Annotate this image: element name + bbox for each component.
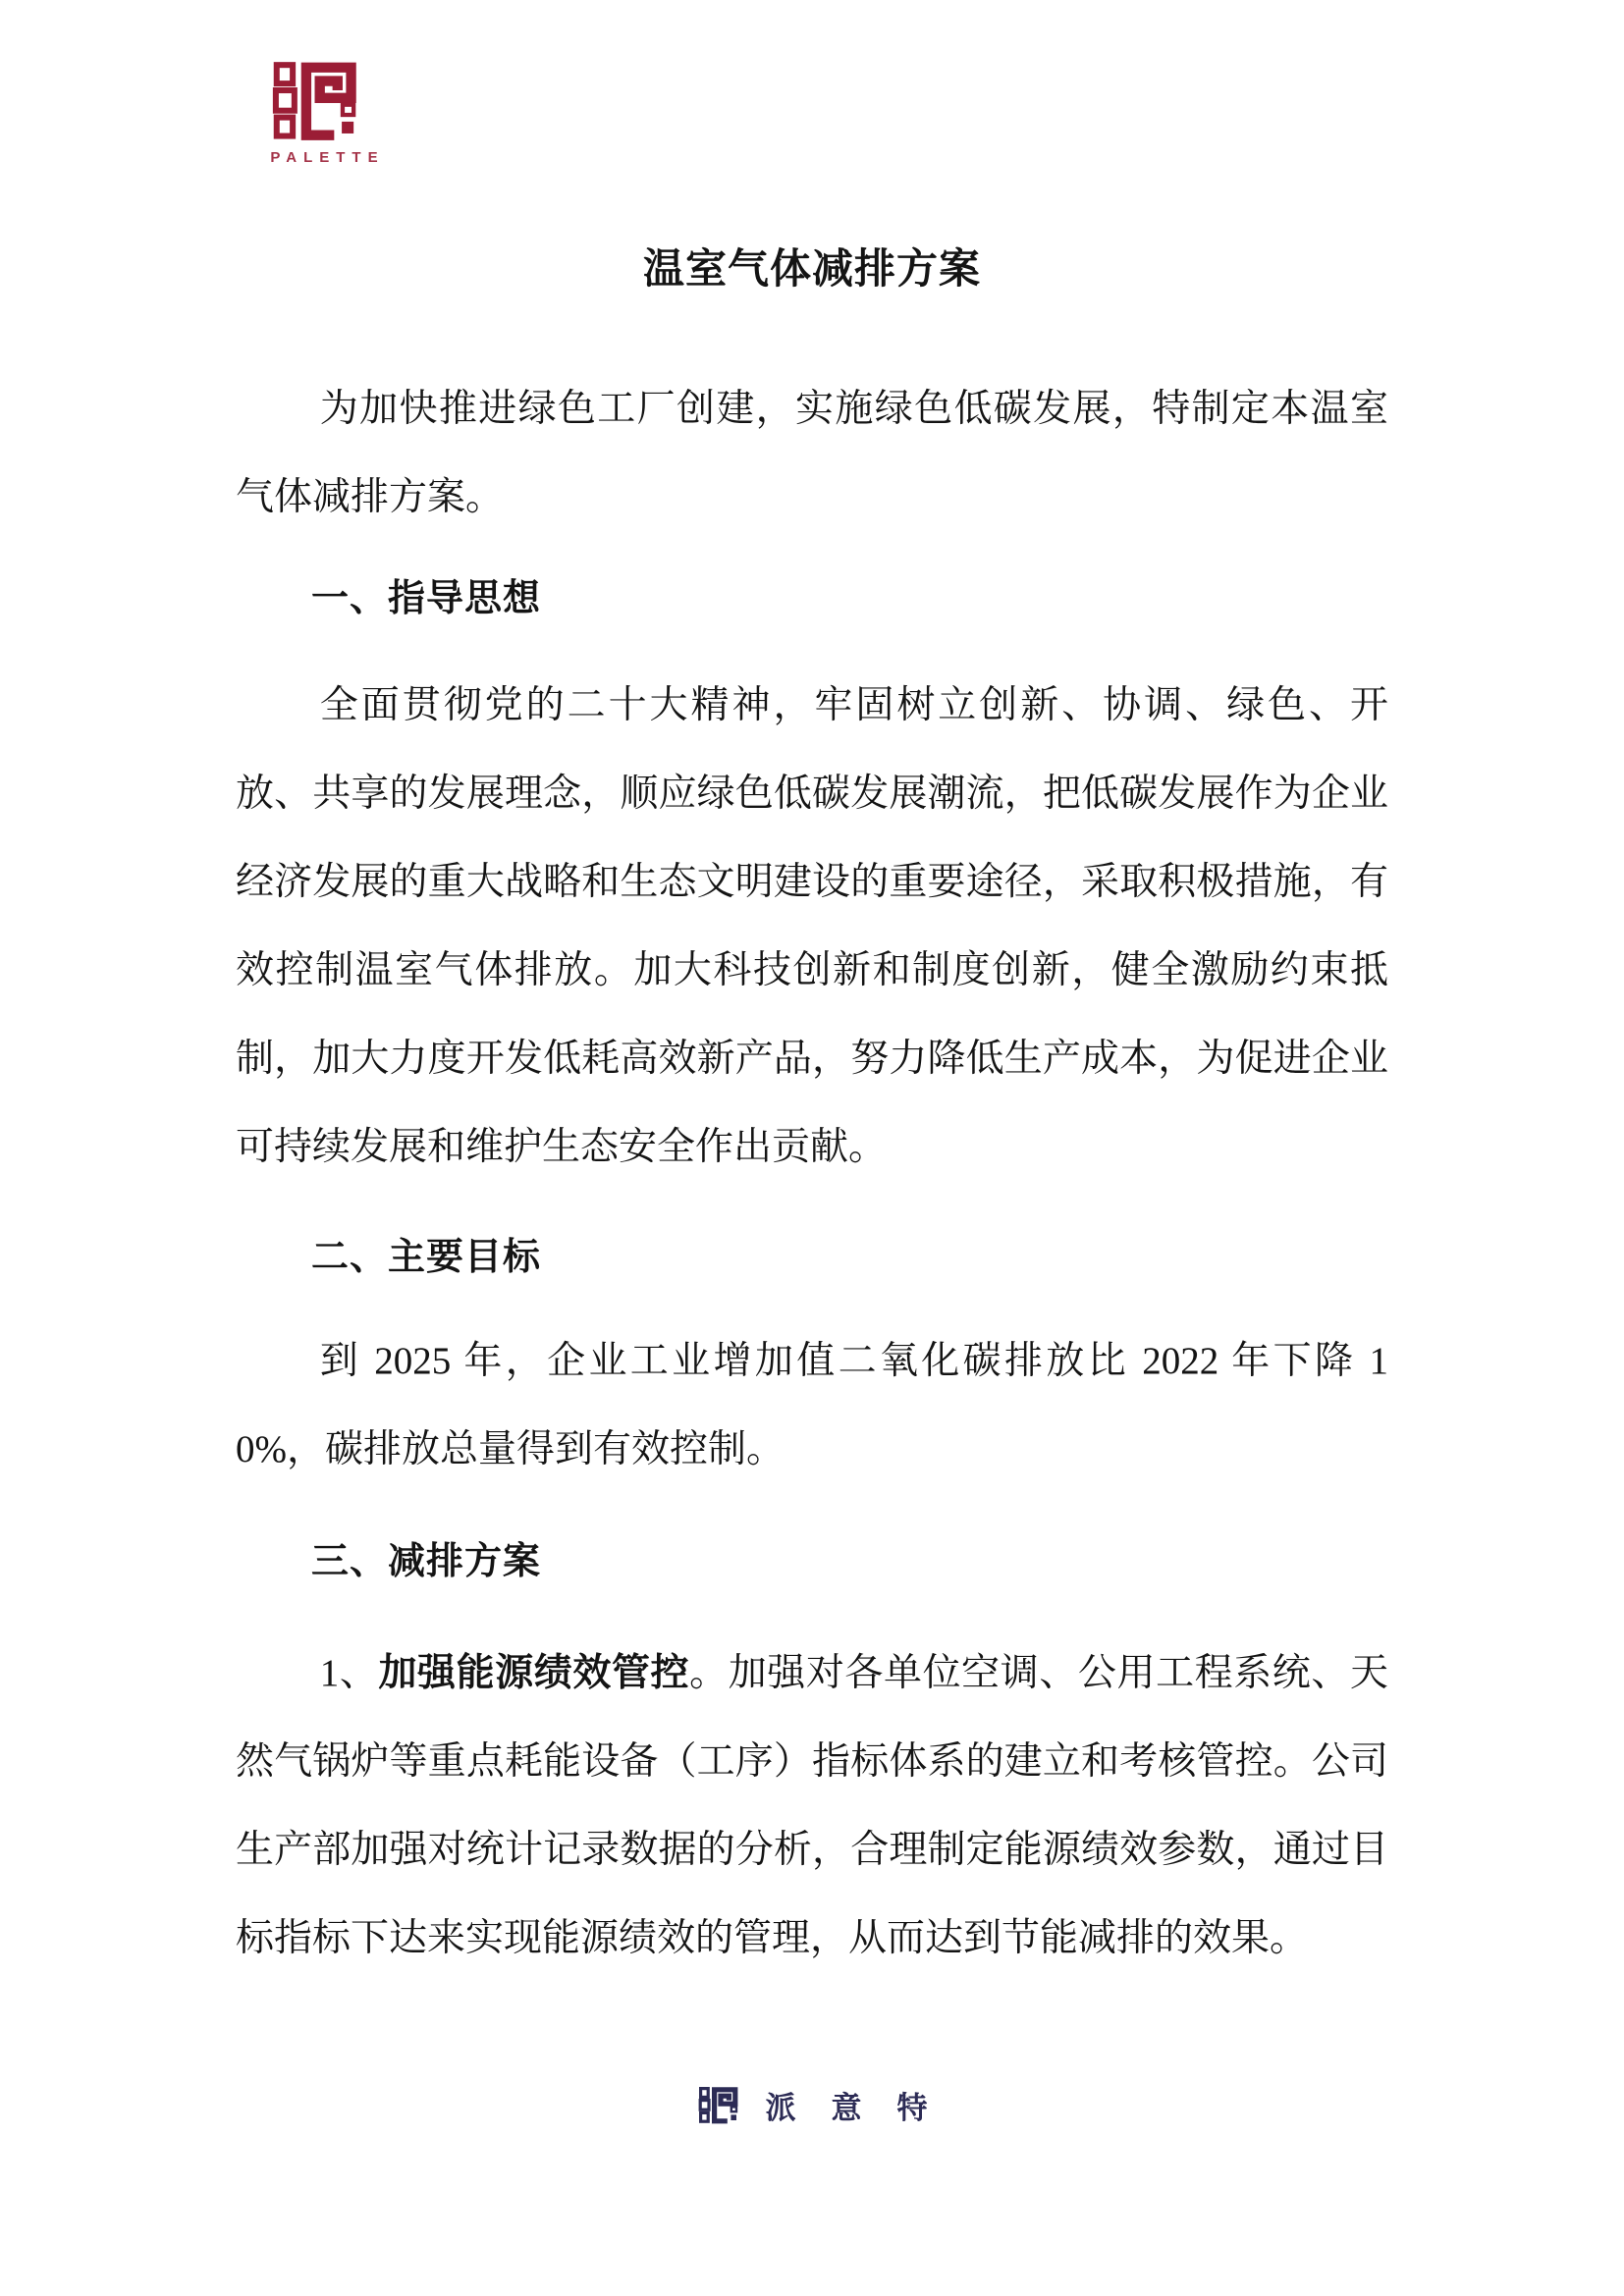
section-body-guiding-thought: 全面贯彻党的二十大精神，牢固树立创新、协调、绿色、开放、共享的发展理念，顺应绿色低碳发展潮流，把低碳发展作为企业经济发展的重大战略和生态文明建设的重要途径，采取积极措施，有效控制温室气体排放。加大科技创新和制度创新，健全激励约束抵制，加大力度开发低耗高效新产品，努力降低生产成本，为促进企业可持续发展和维护生态安全作出贡献。 <box>236 684 1388 1168</box>
page-title: 温室气体减排方案 <box>642 247 981 293</box>
footer-brand-logo <box>0 2081 1624 2127</box>
item-number: 1、 <box>319 1652 379 1694</box>
section-heading-guiding-thought: 一、指导思想 <box>311 578 542 619</box>
section-heading-reduction-plan: 三、减排方案 <box>311 1541 542 1582</box>
section-heading-main-goal: 二、主要目标 <box>311 1237 542 1278</box>
item-body: 。加强对各单位空调、公用工程系统、天然气锅炉等重点耗能设备（工序）指标体系的建立和考核管控。公司生产部加强对统计记录数据的分析，合理制定能源绩效参数，通过目标指标下达来实现能源绩效的管理，从而达到节能减排的效果。 <box>236 1652 1388 1959</box>
item-title-bold: 加强能源绩效管控 <box>378 1652 690 1694</box>
header-brand-text: PALETTE <box>270 149 385 166</box>
intro-paragraph: 为加快推进绿色工厂创建，实施绿色低碳发展，特制定本温室气体减排方案。 <box>236 388 1388 518</box>
paiyite-maze-p-icon <box>697 2083 748 2126</box>
footer-brand-text: 派意特 <box>765 2091 963 2125</box>
palette-maze-p-icon <box>269 53 379 146</box>
section-body-main-goal: 到 2025 年，企业工业增加值二氧化碳排放比 2022 年下降 10%，碳排放总量得到有效控制。 <box>236 1340 1388 1470</box>
reduction-plan-item-1 <box>236 1629 1388 1983</box>
header-brand-logo <box>263 53 385 166</box>
